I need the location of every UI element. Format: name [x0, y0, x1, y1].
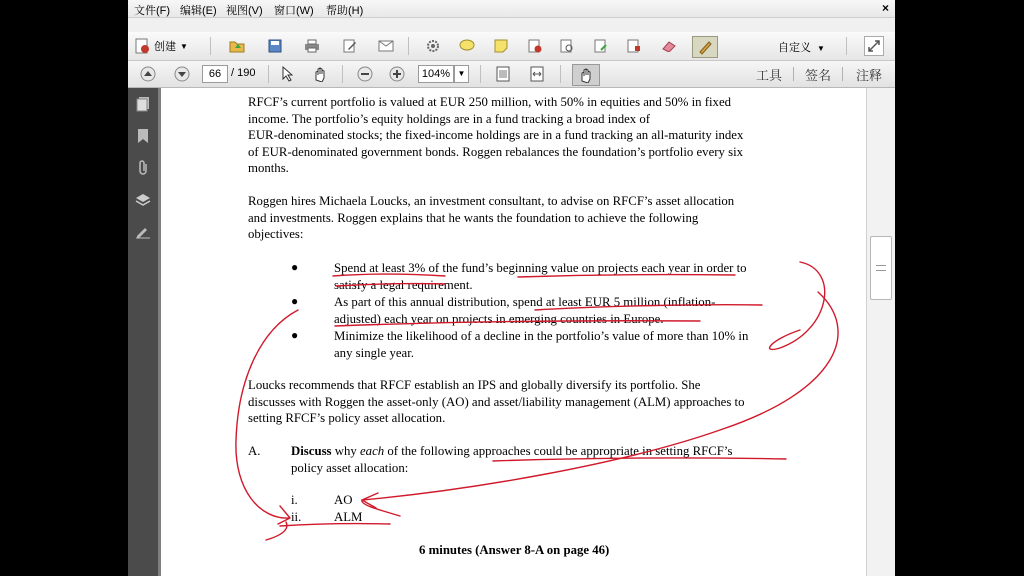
zoom-out-icon[interactable]: [356, 65, 374, 83]
document-view: [158, 88, 895, 576]
toolbar-separator: [560, 65, 561, 83]
expand-view-icon[interactable]: [864, 36, 884, 56]
tab-separator: [793, 67, 794, 81]
text-line: months.: [248, 161, 289, 176]
objective-list-item: [334, 260, 747, 293]
question-label: A.: [248, 444, 261, 458]
sticky-note-icon[interactable]: [492, 37, 510, 55]
chevron-down-icon: ▼: [180, 41, 188, 51]
customize-dropdown[interactable]: [778, 39, 825, 55]
scrollbar-thumb[interactable]: [870, 236, 892, 300]
item-number: ii.: [291, 510, 302, 524]
page-number-input[interactable]: 66: [202, 65, 228, 83]
text-line: income. The portfolio’s equity holdings are in a fund tracking a broad index of: [248, 111, 651, 126]
read-mode-hand-icon[interactable]: [572, 64, 600, 86]
attachments-paperclip-icon[interactable]: [135, 160, 151, 176]
toolbar-separator: [408, 37, 409, 55]
settings-gear-icon[interactable]: [424, 37, 442, 55]
menu-file[interactable]: 文件(F): [134, 5, 171, 17]
tab-comment[interactable]: 注释: [856, 68, 883, 83]
text-line: of EUR-denominated government bonds. Roggen rebalances the foundation’s portfolio every six: [248, 144, 744, 159]
fit-page-icon[interactable]: [494, 65, 512, 83]
question-bold: Discuss: [291, 444, 332, 458]
text-line: setting RFCF’s policy asset allocation.: [248, 411, 446, 426]
text-line: discusses with Roggen the asset-only (AO) and asset/liability management (ALM) approaches to: [248, 394, 745, 409]
edit-document-icon[interactable]: [341, 37, 359, 55]
text-line: objectives:: [248, 227, 304, 242]
main-toolbar: [128, 32, 895, 61]
print-icon[interactable]: [303, 37, 321, 55]
menu-bar: [128, 0, 895, 18]
toolbar-separator: [268, 65, 269, 83]
save-icon[interactable]: [266, 37, 284, 55]
fit-width-icon[interactable]: [528, 65, 546, 83]
menu-view[interactable]: 视图(V): [226, 5, 263, 17]
question-line: policy asset allocation:: [291, 460, 409, 475]
vertical-scrollbar[interactable]: [866, 88, 895, 576]
navigation-toolbar: [128, 61, 895, 88]
text-line: As part of this annual distribution, spend at least EUR 5 million (inflation-: [334, 295, 716, 309]
question-text: [291, 443, 732, 476]
pdf-page: [161, 88, 866, 576]
bullet-icon: ●: [291, 294, 299, 308]
create-button-label: 创建: [154, 41, 176, 53]
tab-sign[interactable]: 签名: [805, 68, 832, 83]
objective-list-item: [334, 328, 748, 361]
export-page-icon[interactable]: [592, 37, 610, 55]
highlighter-pen-icon[interactable]: [692, 36, 718, 58]
item-text: AO: [334, 493, 353, 507]
toolbar-separator: [480, 65, 481, 83]
toolbar-separator: [210, 37, 211, 55]
toolbar-separator: [342, 65, 343, 83]
next-page-icon[interactable]: [173, 65, 191, 83]
text-line: RFCF’s current portfolio is valued at EUR 250 million, with 50% in equities and 50% in fixed: [248, 95, 732, 109]
eraser-icon[interactable]: [660, 37, 678, 55]
pdf-reader-window: [128, 0, 895, 576]
tab-tools[interactable]: 工具: [756, 68, 783, 83]
page-total: / 190: [231, 67, 256, 79]
question-part: why: [331, 444, 360, 458]
item-text: ALM: [334, 510, 363, 524]
text-line: Minimize the likelihood of a decline in the portfolio’s value of more than 10% in: [334, 329, 749, 343]
toolbar-separator: [846, 37, 847, 55]
text-line: EUR-denominated stocks; the fixed-income holdings are in a fund tracking an all-maturity index: [248, 128, 744, 143]
open-folder-icon[interactable]: [228, 37, 246, 55]
create-button[interactable]: [134, 37, 188, 55]
customize-label: 自定义: [778, 42, 811, 54]
page-tag-icon[interactable]: [625, 37, 643, 55]
item-number: i.: [291, 493, 298, 507]
bookmarks-icon[interactable]: [135, 128, 151, 144]
signatures-icon[interactable]: [135, 224, 151, 240]
delete-page-icon[interactable]: [526, 37, 544, 55]
bullet-icon: ●: [291, 260, 299, 274]
zoom-in-icon[interactable]: [388, 65, 406, 83]
paragraph-recommendation: [248, 377, 744, 427]
email-icon[interactable]: [377, 37, 395, 55]
select-cursor-icon[interactable]: [278, 65, 296, 83]
menu-help[interactable]: 帮助(H): [326, 5, 364, 17]
text-line: satisfy a legal requirement.: [334, 277, 473, 292]
bullet-icon: ●: [291, 328, 299, 342]
create-pdf-icon: [134, 38, 150, 54]
answer-reference: 6 minutes (Answer 8-A on page 46): [419, 543, 610, 557]
text-line: and investments. Roggen explains that he wants the foundation to achieve the following: [248, 210, 699, 225]
layers-icon[interactable]: [135, 192, 151, 208]
question-line: [291, 443, 732, 460]
paragraph-objectives: [248, 193, 734, 243]
menu-window[interactable]: 窗口(W): [274, 5, 314, 17]
zoom-level-input[interactable]: 104%: [418, 65, 454, 83]
text-line: Roggen hires Michaela Loucks, an investment consultant, to advise on RFCF’s asset allocation: [248, 194, 735, 208]
text-line: any single year.: [334, 345, 414, 360]
hand-tool-icon[interactable]: [311, 65, 329, 83]
objective-list-item: [334, 294, 715, 327]
text-line: Loucks recommends that RFCF establish an IPS and globally diversify its portfolio. She: [248, 378, 701, 392]
paragraph-portfolio: [248, 94, 743, 177]
comment-bubble-icon[interactable]: [458, 37, 476, 55]
previous-page-icon[interactable]: [139, 65, 157, 83]
tab-separator: [842, 67, 843, 81]
page-search-icon[interactable]: [558, 37, 576, 55]
menu-edit[interactable]: 编辑(E): [180, 5, 217, 17]
question-italic: each: [359, 444, 385, 458]
close-document-icon[interactable]: ×: [881, 1, 889, 15]
page-thumbnails-icon[interactable]: [135, 96, 151, 112]
zoom-dropdown-chevron-icon[interactable]: ▼: [454, 65, 469, 83]
navigation-panel: [128, 88, 158, 576]
question-part: of the following approaches could be appropriate in setting RFCF’s: [384, 444, 733, 458]
chevron-down-icon: ▼: [817, 44, 825, 53]
text-line: Spend at least 3% of the fund’s beginning value on projects each year in order to: [334, 261, 747, 275]
scroll-grip: [876, 265, 886, 271]
text-line: adjusted) each year on projects in emerging countries in Europe.: [334, 311, 664, 326]
